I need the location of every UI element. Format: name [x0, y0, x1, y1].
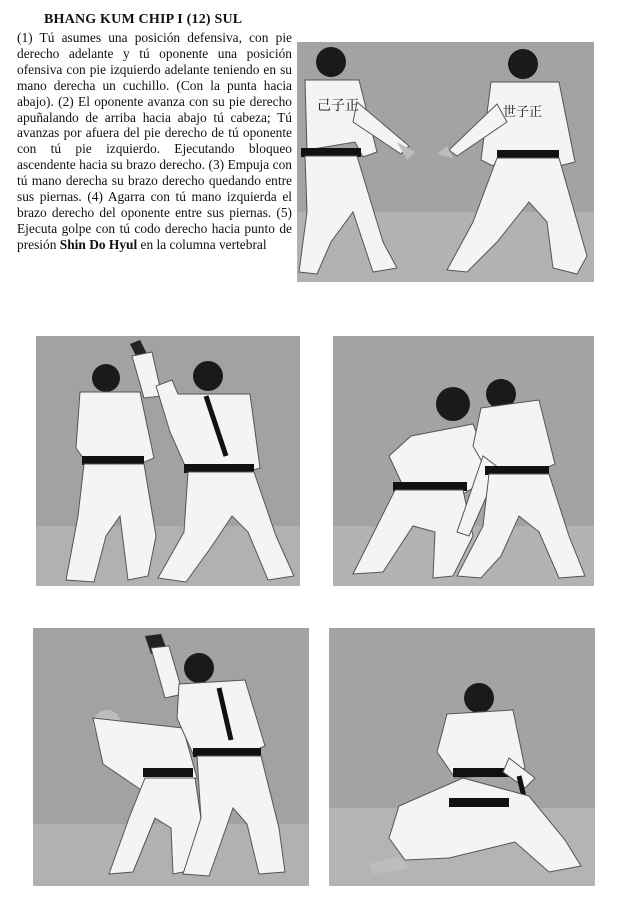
pressure-point-name: Shin Do Hyul	[59, 236, 138, 252]
document-title: BHANG KUM CHIP I (12) SUL	[44, 12, 243, 27]
photo-step-4	[33, 628, 309, 886]
uniform-lettering-right: 世子正	[503, 105, 543, 120]
photo-step-4-illustration	[33, 628, 309, 886]
paragraph-text-2: en la columna vertebral	[137, 236, 267, 252]
photo-step-2-illustration	[36, 336, 300, 586]
photo-step-3-illustration	[333, 336, 594, 586]
instructions-paragraph	[17, 30, 292, 330]
photo-step-3	[333, 336, 594, 586]
photo-step-5-illustration	[329, 628, 595, 886]
uniform-lettering-left: 己子正	[317, 98, 359, 114]
photo-step-1-illustration	[297, 42, 594, 282]
photo-step-5	[329, 628, 595, 886]
paragraph-text-1: (1) Tú asumes una posición defensiva, con pie derecho adelante y tú oponente una posición ofensiva con pie izquierdo adelante teniendo en su mano derecha un cuchillo. (Con la punta hacia abajo). (2) El oponente avanza con su pie derecho apuñalando de arriba hacia abajo tú cabeza; Tú avanzas por afuera del pie derecho de tú oponente con tú pie izquierdo. Ejecutando bloqueo ascendente hacia su brazo derecho. (3) Empuja con tú mano derecha su brazo derecho quedando entre sus piernas. (4) Agarra con tú mano izquierda el brazo derecho del oponente entre sus piernas. (5) Ejecuta golpe con tú codo derecho hacia punto de presión	[17, 30, 292, 252]
photo-step-1	[297, 42, 594, 282]
photo-step-2	[36, 336, 300, 586]
